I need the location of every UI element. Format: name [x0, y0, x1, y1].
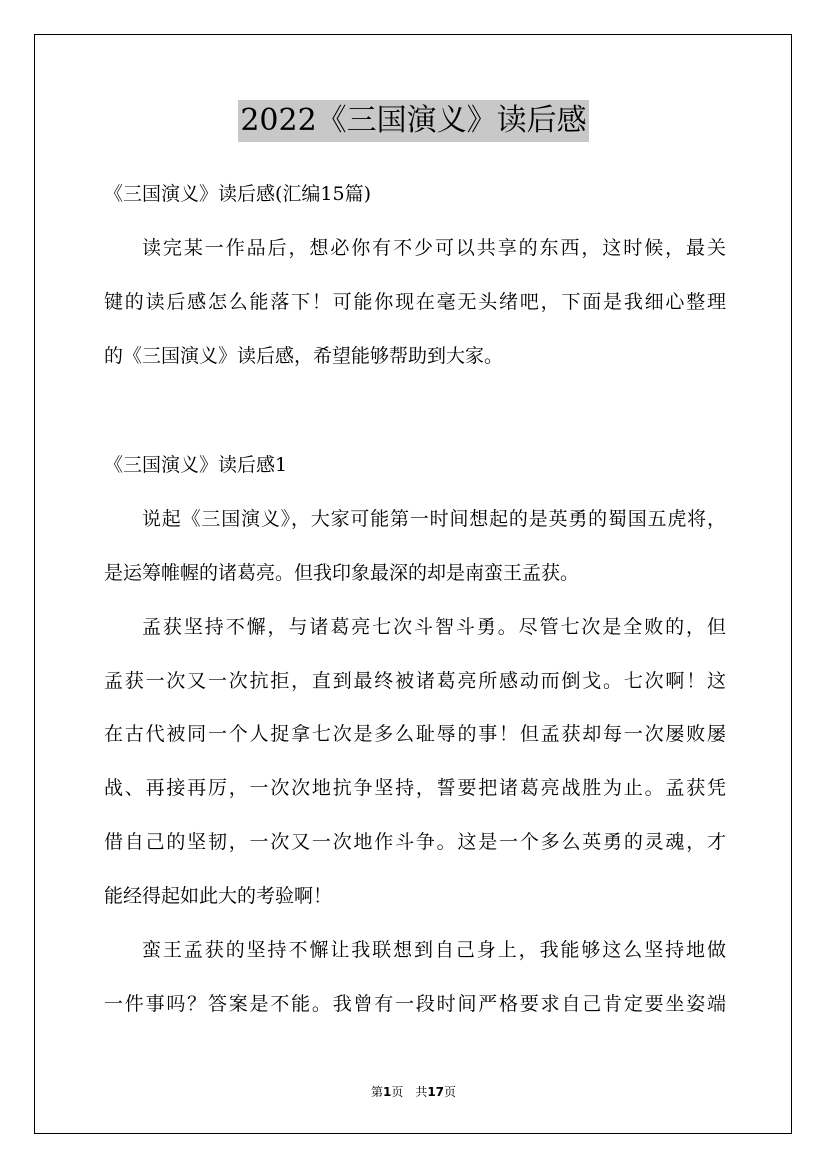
- footer-current-page: 1: [382, 1085, 392, 1099]
- footer-mid: 页 共: [391, 1085, 428, 1099]
- intro-line-2: 键的读后感怎么能落下！可能你现在毫无头绪吧，下面是我细心整理: [104, 291, 726, 313]
- document-subtitle: 《三国演义》读后感(汇编15篇): [104, 183, 372, 205]
- intro-line-1: 读完某一作品后，想必你有不少可以共享的东西，这时候，最关: [142, 237, 726, 259]
- footer-prefix: 第: [370, 1085, 383, 1099]
- body-line-4: 孟获一次又一次抗拒，直到最终被诸葛亮所感动而倒戈。七次啊！这: [104, 670, 726, 692]
- title-container: [0, 100, 827, 142]
- body-line-1: 说起《三国演义》，大家可能第一时间想起的是英勇的蜀国五虎将，: [142, 508, 726, 530]
- body-line-2: 是运筹帷幄的诸葛亮。但我印象最深的却是南蛮王孟获。: [104, 562, 580, 584]
- body-line-10: 一件事吗？答案是不能。我曾有一段时间严格要求自己肯定要坐姿端: [104, 993, 726, 1015]
- body-line-6: 战、再接再厉，一次次地抗争坚持，誓要把诸葛亮战胜为止。孟获凭: [104, 777, 726, 799]
- body-line-9: 蛮王孟获的坚持不懈让我联想到自己身上，我能够这么坚持地做: [142, 939, 726, 961]
- footer-suffix: 页: [444, 1085, 457, 1099]
- section-heading: 《三国演义》读后感1: [104, 454, 288, 476]
- body-line-5: 在古代被同一个人捉拿七次是多么耻辱的事！但孟获却每一次屡败屡: [104, 723, 726, 745]
- document-title: 2022《三国演义》读后感: [238, 100, 588, 142]
- intro-line-3: 的《三国演义》读后感，希望能够帮助到大家。: [104, 345, 504, 367]
- body-line-3: 孟获坚持不懈，与诸葛亮七次斗智斗勇。尽管七次是全败的，但: [142, 616, 726, 638]
- page-footer: [0, 1084, 827, 1100]
- body-line-8: 能经得起如此大的考验啊！: [104, 885, 333, 907]
- body-line-7: 借自己的坚韧，一次又一次地作斗争。这是一个多么英勇的灵魂，才: [104, 831, 726, 853]
- footer-total-pages: 17: [427, 1085, 445, 1099]
